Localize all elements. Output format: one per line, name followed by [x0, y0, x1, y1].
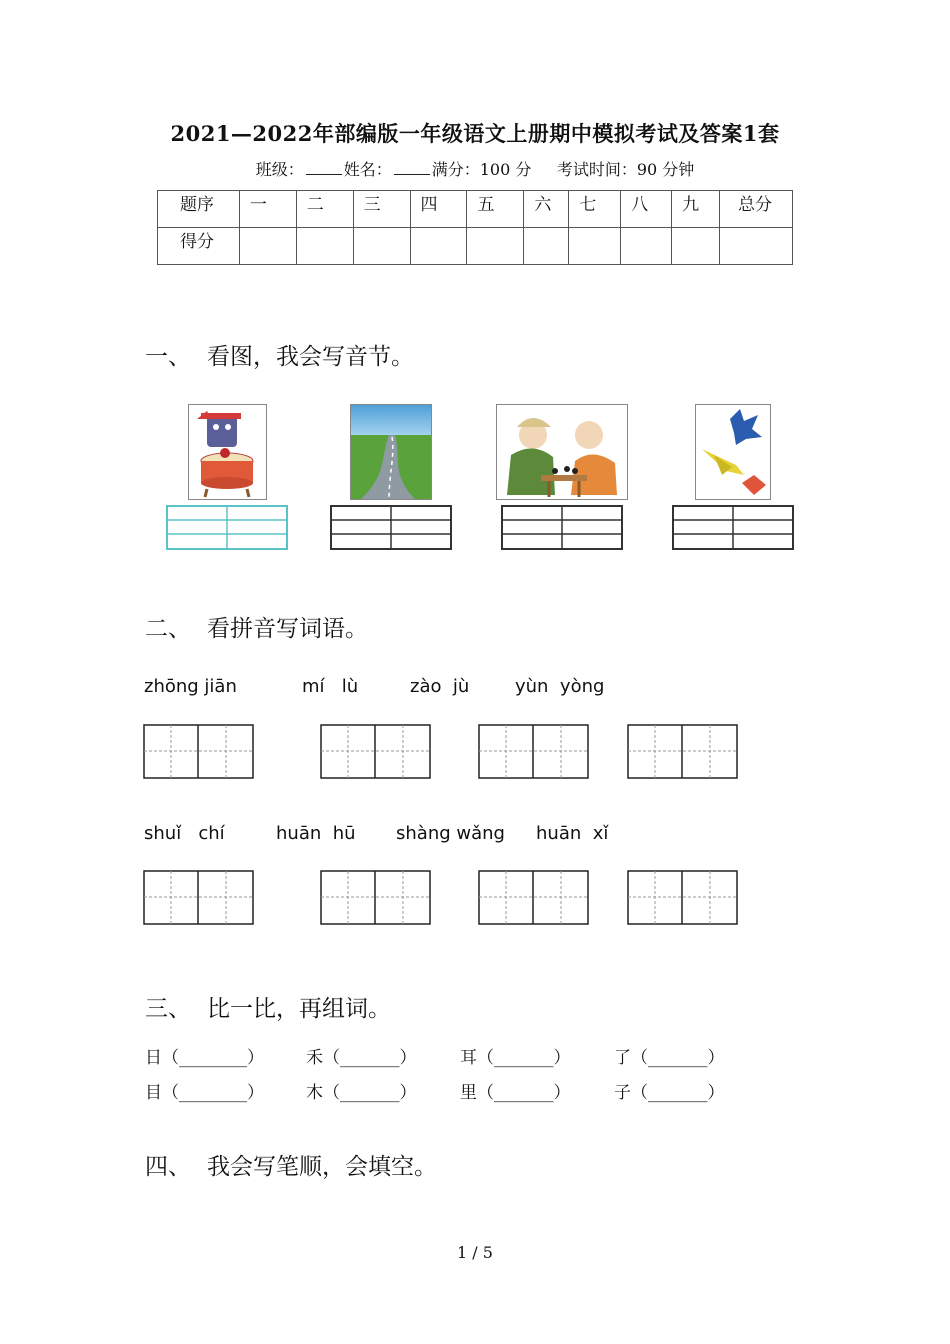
- tian-grid[interactable]: [478, 724, 590, 780]
- pinyin-label: shàng wǎng: [396, 823, 505, 844]
- compare-item[interactable]: 日（________）: [145, 1048, 264, 1068]
- score-input[interactable]: [720, 228, 793, 265]
- section-number: 二、: [145, 616, 191, 642]
- pinyin-label: zhōng jiān: [144, 676, 237, 697]
- compare-item[interactable]: 耳（_______）: [460, 1048, 571, 1068]
- pinyin-label: shuǐ chí: [144, 823, 225, 844]
- score-input[interactable]: [621, 228, 672, 265]
- section-number: 四、: [145, 1154, 191, 1180]
- score-input[interactable]: [467, 228, 524, 265]
- compare-item[interactable]: 子（_______）: [614, 1083, 725, 1103]
- pinyin-grid[interactable]: [672, 505, 794, 550]
- score-input[interactable]: [239, 228, 296, 265]
- chess-picture: [496, 404, 628, 500]
- score-header-row: [158, 191, 793, 228]
- score-cell: 六: [524, 191, 569, 228]
- section-2-heading: [145, 610, 368, 643]
- section-title: 我会写笔顺，会填空。: [207, 1154, 437, 1180]
- compare-item[interactable]: 禾（_______）: [306, 1048, 417, 1068]
- tian-grid[interactable]: [143, 724, 255, 780]
- compare-item[interactable]: 木（_______）: [306, 1083, 417, 1103]
- score-input[interactable]: [296, 228, 353, 265]
- score-input[interactable]: [569, 228, 621, 265]
- score-cell: 四: [410, 191, 467, 228]
- road-picture: [350, 404, 432, 500]
- score-cell: 三: [353, 191, 410, 228]
- score-cell: 八: [621, 191, 672, 228]
- section-title: 看拼音写词语。: [207, 616, 368, 642]
- pinyin-label: huān xǐ: [536, 823, 609, 844]
- compare-item[interactable]: 目（________）: [145, 1083, 264, 1103]
- exam-time: 考试时间：90 分钟: [556, 160, 695, 179]
- section-title: 比一比，再组词。: [207, 996, 391, 1022]
- class-label: 班级：: [255, 160, 304, 179]
- class-blank[interactable]: [306, 160, 342, 175]
- drum-picture: [188, 404, 267, 500]
- section-3-heading: [145, 990, 391, 1023]
- score-cell: 五: [467, 191, 524, 228]
- score-value-row: [158, 228, 793, 265]
- exam-info: [0, 157, 950, 180]
- compare-item[interactable]: 了（_______）: [614, 1048, 725, 1068]
- tian-grid[interactable]: [627, 870, 739, 926]
- section-number: 一、: [145, 344, 191, 370]
- name-label: 姓名：: [343, 160, 392, 179]
- page-number: 1 / 5: [457, 1243, 493, 1262]
- name-blank[interactable]: [394, 160, 430, 175]
- score-input[interactable]: [410, 228, 467, 265]
- score-cell: 一: [239, 191, 296, 228]
- section-4-heading: [145, 1148, 437, 1181]
- pinyin-grid[interactable]: [166, 505, 288, 550]
- pinyin-label: yùn yòng: [515, 676, 605, 697]
- tian-grid[interactable]: [320, 724, 432, 780]
- tian-grid[interactable]: [627, 724, 739, 780]
- score-input[interactable]: [524, 228, 569, 265]
- compare-item[interactable]: 里（_______）: [460, 1083, 571, 1103]
- pinyin-label: zào jù: [410, 676, 470, 697]
- score-table: [157, 190, 793, 265]
- tian-grid[interactable]: [320, 870, 432, 926]
- pinyin-label: huān hū: [276, 823, 356, 844]
- section-number: 三、: [145, 996, 191, 1022]
- tian-grid[interactable]: [143, 870, 255, 926]
- score-cell: 二: [296, 191, 353, 228]
- score-input[interactable]: [353, 228, 410, 265]
- pinyin-label: mí lù: [302, 676, 359, 697]
- origami-picture: [695, 404, 771, 500]
- page-title: 2021—2022年部编版一年级语文上册期中模拟考试及答案1套: [170, 121, 780, 146]
- score-row-label: 得分: [158, 228, 240, 265]
- score-cell: 总分: [720, 191, 793, 228]
- section-1-heading: [145, 338, 414, 371]
- pinyin-grid[interactable]: [501, 505, 623, 550]
- score-input[interactable]: [672, 228, 720, 265]
- section-title: 看图，我会写音节。: [207, 344, 414, 370]
- pinyin-grid[interactable]: [330, 505, 452, 550]
- score-cell: 题序: [158, 191, 240, 228]
- tian-grid[interactable]: [478, 870, 590, 926]
- full-score: 满分：100 分: [431, 160, 532, 179]
- score-cell: 九: [672, 191, 720, 228]
- score-cell: 七: [569, 191, 621, 228]
